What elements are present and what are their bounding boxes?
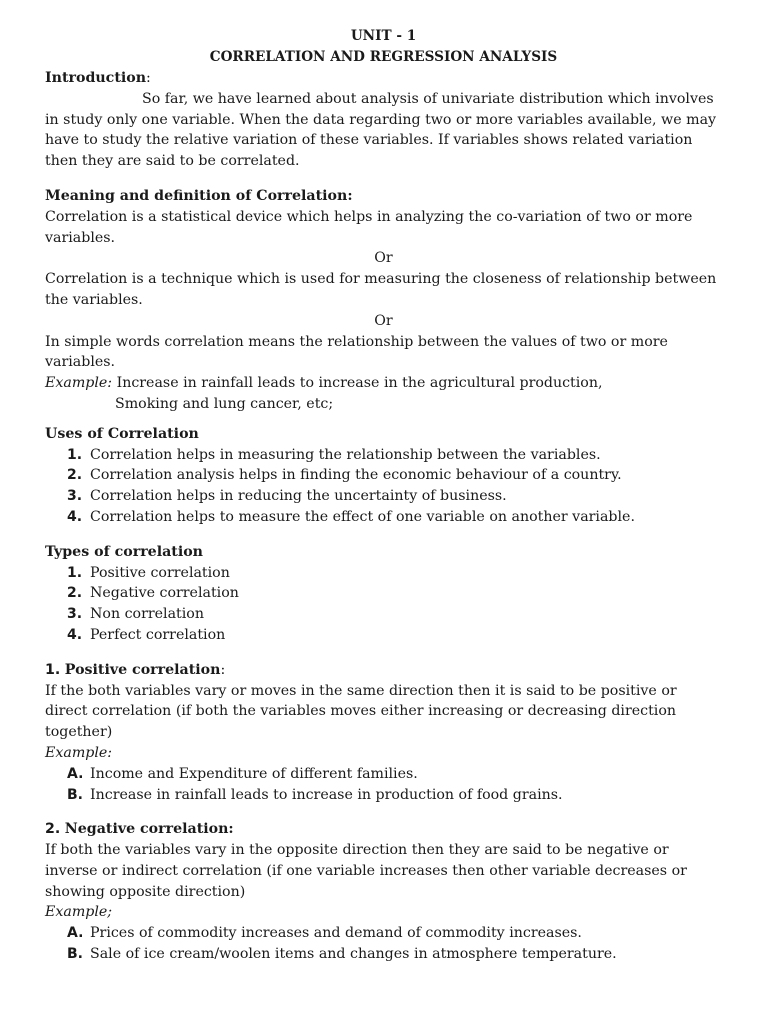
list-item xyxy=(45,486,722,507)
uses-list xyxy=(45,445,722,528)
definition-1: Correlation is a statistical device which helps in analyzing the co-variation of two or more variables. xyxy=(45,208,693,246)
list-text: Correlation helps to measure the effect of one variable on another variable. xyxy=(90,508,635,525)
list-letter: A. xyxy=(67,765,84,782)
document-title: CORRELATION AND REGRESSION ANALYSIS xyxy=(209,49,558,65)
meaning-example-line1: Increase in rainfall leads to increase in the agricultural production, xyxy=(112,375,603,392)
meaning-example xyxy=(45,373,722,394)
or-separator-2: Or xyxy=(374,312,393,329)
list-text: Correlation helps in reducing the uncertainty of business. xyxy=(90,488,507,505)
meaning-example-label: Example: xyxy=(45,375,113,392)
negative-heading-line xyxy=(45,819,722,840)
positive-examples xyxy=(45,764,722,806)
list-text: Non correlation xyxy=(90,606,204,623)
list-letter: A. xyxy=(67,925,84,942)
list-text: Increase in rainfall leads to increase in production of food grains. xyxy=(90,786,563,803)
positive-paragraph: If the both variables vary or moves in the same direction then it is said to be positive or direct correlation (if both the variables moves either increasing or decreasing direction together) xyxy=(45,682,677,741)
positive-example-label: Example: xyxy=(45,744,113,761)
list-text: Perfect correlation xyxy=(90,626,226,643)
negative-example-label: Example; xyxy=(45,904,113,921)
list-item xyxy=(45,944,722,965)
list-item xyxy=(45,604,722,625)
types-list xyxy=(45,563,722,646)
unit-title: UNIT - 1 xyxy=(350,28,417,44)
list-item xyxy=(45,625,722,646)
uses-heading: Uses of Correlation xyxy=(45,425,199,442)
list-text: Prices of commodity increases and demand of commodity increases. xyxy=(90,925,582,942)
intro-heading-line xyxy=(45,68,722,89)
intro-paragraph: So far, we have learned about analysis of univariate distribution which involves in study only one variable. When the data regarding two or more variables available, we may have to study the relative variation of these variables. If variables shows related variation then they are said to be correlated. xyxy=(45,90,717,170)
list-number: 1. xyxy=(67,446,83,463)
list-item xyxy=(45,583,722,604)
list-text: Correlation analysis helps in finding the economic behaviour of a country. xyxy=(90,467,622,484)
list-item xyxy=(45,785,722,806)
types-heading: Types of correlation xyxy=(45,543,204,560)
negative-examples xyxy=(45,923,722,965)
list-letter: B. xyxy=(67,786,83,803)
positive-heading-line xyxy=(45,660,722,681)
list-item xyxy=(45,764,722,785)
list-item xyxy=(45,465,722,486)
list-text: Income and Expenditure of different families. xyxy=(90,765,418,782)
list-number: 2. xyxy=(67,585,83,602)
list-text: Negative correlation xyxy=(90,585,239,602)
or-separator-1: Or xyxy=(374,250,393,267)
list-text: Positive correlation xyxy=(90,564,230,581)
meaning-heading: Meaning and definition of Correlation: xyxy=(45,187,353,204)
list-item xyxy=(45,507,722,528)
intro-heading: Introduction xyxy=(45,70,147,86)
list-number: 1. xyxy=(67,564,83,581)
list-letter: B. xyxy=(67,946,83,963)
positive-colon: : xyxy=(220,661,226,678)
list-number: 4. xyxy=(67,508,83,525)
positive-number: 1. xyxy=(45,661,61,678)
list-number: 2. xyxy=(67,467,83,484)
negative-number: 2. xyxy=(45,821,61,838)
definition-3: In simple words correlation means the relationship between the values of two or more variables. xyxy=(45,333,668,371)
intro-colon: : xyxy=(146,70,151,86)
list-item xyxy=(45,445,722,466)
negative-paragraph: If both the variables vary in the opposite direction then they are said to be negative or inverse or indirect correlation (if one variable increases then other variable decreases or showing opposite direction) xyxy=(45,842,687,900)
list-item xyxy=(45,563,722,584)
positive-heading: Positive correlation xyxy=(64,661,221,678)
definition-2: Correlation is a technique which is used for measuring the closeness of relationship between the variables. xyxy=(45,271,717,308)
list-text: Correlation helps in measuring the relationship between the variables. xyxy=(90,446,601,463)
list-text: Sale of ice cream/woolen items and changes in atmosphere temperature. xyxy=(90,946,617,963)
list-number: 4. xyxy=(67,626,83,643)
meaning-example-line2: Smoking and lung cancer, etc; xyxy=(115,395,334,412)
negative-heading: Negative correlation: xyxy=(64,821,234,838)
list-number: 3. xyxy=(67,606,83,623)
list-number: 3. xyxy=(67,488,83,505)
list-item xyxy=(45,923,722,944)
